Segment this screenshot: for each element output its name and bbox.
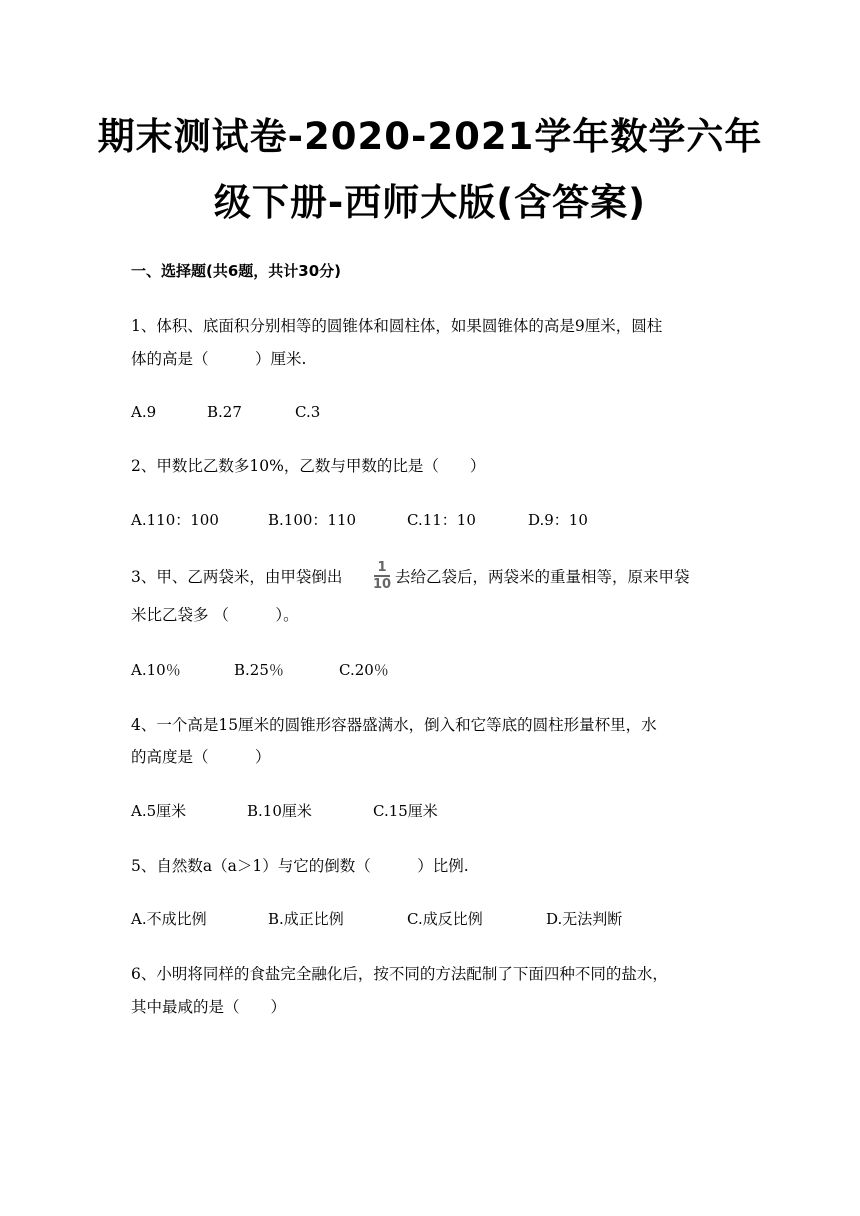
question-2-option-d: D.9：10 [528,511,588,529]
page-title-line-2: 级下册-西师大版(含答案) [213,181,647,224]
question-2-option-b: B.100：110 [268,511,357,529]
question-3-text-line-2: 米比乙袋多 （ ）。 [131,606,299,624]
question-4-option-b: B.10厘米 [247,802,312,820]
question-1-text-line-1: 1、体积、底面积分别相等的圆锥体和圆柱体，如果圆锥体的高是9厘米，圆柱 [131,317,663,335]
question-4-text-line-2: 的高度是（ ） [131,748,271,766]
question-5-option-c: C.成反比例 [407,910,483,928]
question-5-option-a: A.不成比例 [131,910,207,928]
question-5-option-b: B.成正比例 [268,910,344,928]
fraction-denominator: 10 [373,576,392,592]
question-6-text-line-2: 其中最咸的是（ ） [131,998,287,1016]
question-2-option-c: C.11：10 [407,511,476,529]
question-3-option-b: B.25％ [234,661,284,679]
fraction-one-tenth [373,561,391,591]
section-heading: 一、选择题(共6题，共计30分) [131,262,342,280]
question-1-option-c: C.3 [295,403,321,421]
question-6-text-line-1: 6、小明将同样的食盐完全融化后，按不同的方法配制了下面四种不同的盐水， [131,965,668,983]
question-1-option-b: B.27 [207,403,242,421]
question-3-text-after-fraction: 去给乙袋后，两袋米的重量相等，原来甲袋 [395,568,690,586]
question-4-text-line-1: 4、一个高是15厘米的圆锥形容器盛满水，倒入和它等底的圆柱形量杯里，水 [131,716,657,734]
question-3-option-a: A.10％ [131,661,181,679]
question-4-option-a: A.5厘米 [131,802,187,820]
question-3-text-before-fraction: 3、甲、乙两袋米，由甲袋倒出 [131,568,343,586]
question-5-option-d: D.无法判断 [546,910,623,928]
fraction-numerator: 1 [377,560,387,575]
question-1-option-a: A.9 [131,403,157,421]
question-1-text-line-2: 体的高是（ ）厘米. [131,350,307,368]
question-5-text: 5、自然数a（a＞1）与它的倒数（ ）比例. [131,857,469,875]
question-4-option-c: C.15厘米 [373,802,438,820]
question-3-option-c: C.20％ [339,661,389,679]
question-2-text: 2、甲数比乙数多10%，乙数与甲数的比是（ ） [131,457,486,475]
page-title-line-1: 期末测试卷-2020-2021学年数学六年 [97,115,763,158]
question-2-option-a: A.110：100 [131,511,219,529]
